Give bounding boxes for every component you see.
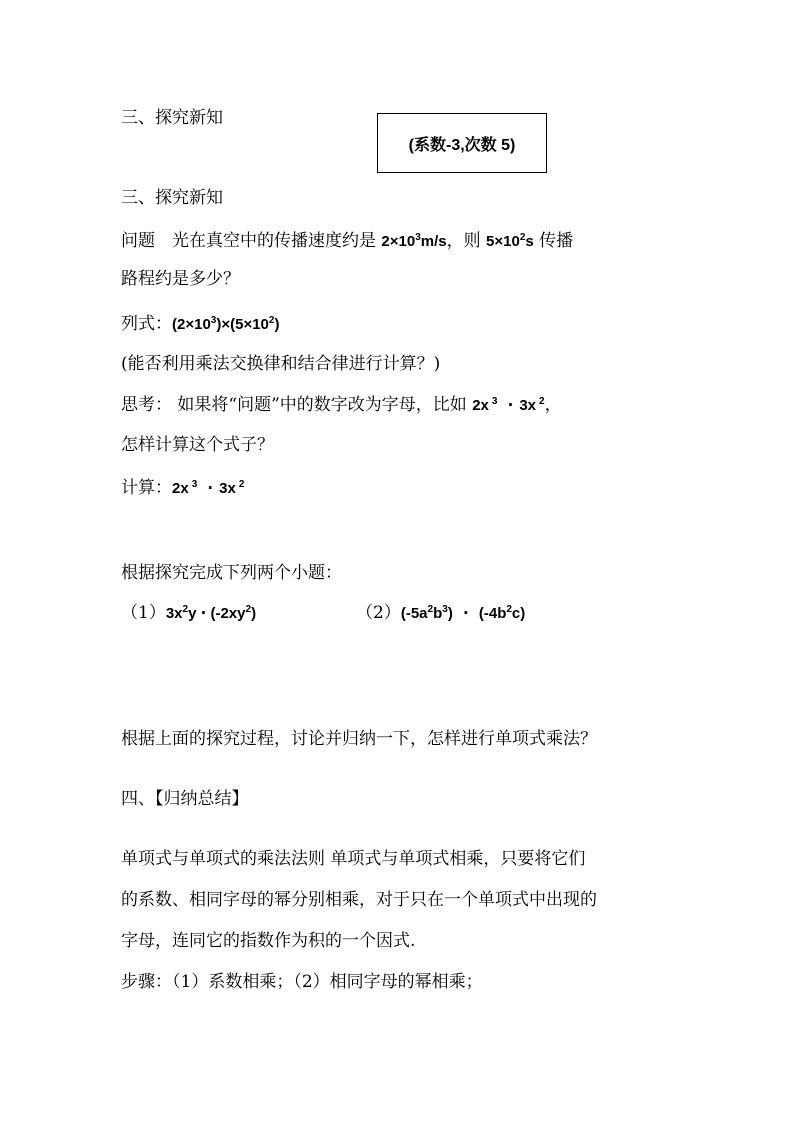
speed-value: $2\times 10^3m/s$ — [381, 232, 447, 250]
think-text: 思考： 如果将“问题”中的数字改为字母，比如 — [121, 395, 473, 415]
formula-expression: $(2\times 10^3)\times(5\times 10^2)$ — [172, 315, 280, 333]
think-line-1: 思考： 如果将“问题”中的数字改为字母，比如 2x $^3$ · 3x $^2$， — [121, 395, 562, 415]
question-line-1 — [121, 230, 573, 253]
exercise-1: $(1)3x^2y \cdot (-2xy^2)$ — [121, 603, 257, 623]
exercise-2: $(2)(-5a^2b^3) \cdot (-4b^2c)$ — [356, 603, 526, 623]
section-title-explore-1: 三、探究新知 — [121, 108, 223, 128]
exercise-intro: 根据探究完成下列两个小题： — [121, 563, 342, 583]
section-title-summary: 四、【归纳总结】 — [121, 789, 249, 809]
steps-line: 步骤：（1）系数相乘；（2）相同字母的幂相乘； — [121, 972, 483, 992]
question-line-2: 路程约是多少？ — [121, 269, 240, 289]
question-prefix: 问题 光在真空中的传播速度约是 — [121, 231, 382, 251]
question-mid: ，则 — [446, 231, 487, 251]
compute-line — [121, 477, 244, 500]
formula-line — [121, 313, 279, 336]
hint-line: (能否利用乘法交换律和结合律进行计算？) — [121, 354, 441, 374]
rule-line-3: 字母，连同它的指数作为积的一个因式. — [121, 931, 416, 951]
section-title-explore-2: 三、探究新知 — [121, 188, 223, 208]
think-expression: 2x $^3$ · 3x $^2$ — [472, 396, 545, 414]
boxed-note: (系数-3,次数 5) — [377, 113, 547, 173]
compute-expression: 2x $^3$ · 3x $^2$ — [172, 479, 245, 497]
rule-line-1: 单项式与单项式的乘法法则 单项式与单项式相乘，只要将它们 — [121, 849, 586, 869]
time-value: $5\times 10^2s$ — [486, 232, 534, 250]
question-suffix: 传播 — [533, 231, 574, 251]
rule-line-2: 的系数、相同字母的幂分别相乘，对于只在一个单项式中出现的 — [121, 890, 597, 910]
formula-label: 列式： — [121, 314, 172, 334]
think-line-2: 怎样计算这个式子？ — [121, 435, 274, 455]
compute-label: 计算： — [121, 478, 172, 498]
discussion-line: 根据上面的探究过程，讨论并归纳一下，怎样进行单项式乘法？ — [121, 729, 597, 749]
